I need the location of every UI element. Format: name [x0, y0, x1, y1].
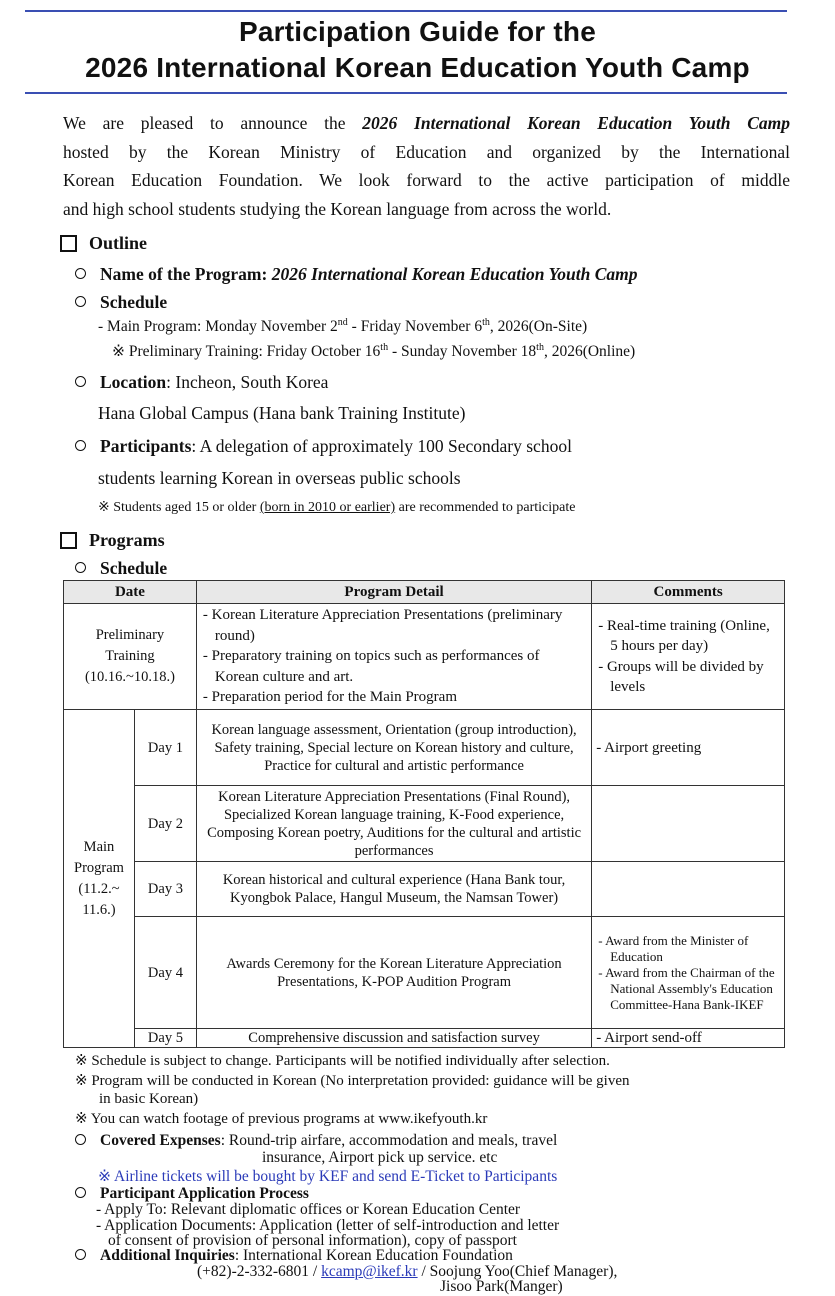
- programs-schedule-item: Schedule: [75, 558, 167, 579]
- table-header-comments: Comments: [592, 581, 785, 604]
- location-item: Location: Incheon, South Korea: [75, 372, 328, 393]
- expenses-item: Covered Expenses: Round-trip airfare, accommodation and meals, travel: [75, 1132, 557, 1150]
- program-name-value: 2026 International Korean Education Youth Camp: [271, 264, 638, 284]
- preliminary-detail-cell: - Korean Literature Appreciation Presentations (preliminary round) - Preparatory training on topics such as performances of Korean culture and art. - Preparation period for the Main Program: [196, 604, 591, 710]
- note-footage: ※ You can watch footage of previous programs at www.ikefyouth.kr: [75, 1111, 488, 1127]
- checkbox-square-icon: [60, 532, 77, 549]
- page-title-line1: Participation Guide for the: [239, 16, 596, 47]
- day-cell: Day 5: [134, 1029, 196, 1048]
- preliminary-comments-cell: - Real-time training (Online, 5 hours per day) - Groups will be divided by levels: [592, 604, 785, 710]
- note-language-cont: in basic Korean): [99, 1091, 199, 1107]
- preliminary-date-cell: Preliminary Training (10.16.~10.18.): [64, 604, 197, 710]
- day5-detail: Comprehensive discussion and satisfaction survey: [196, 1029, 591, 1048]
- day4-comment: - Award from the Minister of Education - Award from the Chairman of the National Assembly's Education Committee-Hana Bank-IKEF: [592, 917, 785, 1029]
- circle-bullet-icon: [75, 562, 86, 573]
- day1-detail: Korean language assessment, Orientation (group introduction), Safety training, Special lecture on Korean history and culture, Practice for cultural and artistic performance: [196, 710, 591, 786]
- page-title-line2: 2026 International Korean Education Youth Camp: [85, 52, 750, 83]
- program-name-item: Name of the Program: 2026 International Korean Education Youth Camp: [75, 264, 638, 285]
- programs-heading: Programs: [60, 530, 165, 551]
- application-documents-line: - Application Documents: Application (letter of self-introduction and letter: [96, 1217, 560, 1234]
- circle-bullet-icon: [75, 440, 86, 451]
- day2-detail: Korean Literature Appreciation Presentations (Final Round), Specialized Korean language training, K-Food experience, Composing Korean poetry, Auditions for the cultural and artistic performances: [196, 786, 591, 862]
- checkbox-square-icon: [60, 235, 77, 252]
- table-row: [64, 862, 785, 917]
- day3-comment: [592, 862, 785, 917]
- table-row: [64, 604, 785, 710]
- circle-bullet-icon: [75, 268, 86, 279]
- age-note: ※ Students aged 15 or older (born in 2010 or earlier) are recommended to participate: [98, 500, 576, 515]
- note-schedule-change: ※ Schedule is subject to change. Participants will be notified individually after selection.: [75, 1053, 610, 1069]
- expenses-line2: insurance, Airport pick up service. etc: [262, 1149, 498, 1166]
- day2-comment: [592, 786, 785, 862]
- intro-line: and high school students studying the Korean language from across the world.: [63, 198, 612, 219]
- participants-item: Participants: A delegation of approximately 100 Secondary school: [75, 436, 572, 457]
- intro-paragraph: [63, 109, 790, 223]
- inquiries-contact: (+82)-2-332-6801 / kcamp@ikef.kr / Soojung Yoo(Chief Manager),: [197, 1263, 618, 1280]
- day-cell: Day 4: [134, 917, 196, 1029]
- intro-text: We are pleased to announce the: [63, 113, 363, 133]
- day-cell: Day 2: [134, 786, 196, 862]
- day1-comment: - Airport greeting: [592, 710, 785, 786]
- apply-to-line: - Apply To: Relevant diplomatic offices or Korean Education Center: [96, 1201, 521, 1218]
- main-program-date-cell: Main Program (11.2.~ 11.6.): [64, 710, 135, 1048]
- airline-ticket-note: ※ Airline tickets will be bought by KEF and send E-Ticket to Participants: [98, 1168, 558, 1185]
- day-cell: Day 3: [134, 862, 196, 917]
- note-language: ※ Program will be conducted in Korean (No interpretation provided: guidance will be given: [75, 1073, 630, 1089]
- circle-bullet-icon: [75, 296, 86, 307]
- intro-program-name: 2026 International Korean Education Youth Camp: [362, 113, 790, 133]
- day3-detail: Korean historical and cultural experience (Hana Bank tour, Kyongbok Palace, Hangul Museum, the Namsan Tower): [196, 862, 591, 917]
- day5-comment: - Airport send-off: [592, 1029, 785, 1048]
- email-link[interactable]: kcamp@ikef.kr: [321, 1263, 418, 1280]
- day-cell: Day 1: [134, 710, 196, 786]
- schedule-table: [63, 580, 785, 1048]
- inquiries-item: Additional Inquiries: International Korean Education Foundation: [75, 1247, 513, 1265]
- phone-number: (+82)-2-332-6801 /: [197, 1263, 322, 1280]
- table-row: [64, 710, 785, 786]
- circle-bullet-icon: [75, 1187, 86, 1198]
- day4-detail: Awards Ceremony for the Korean Literature Appreciation Presentations, K-POP Audition Program: [196, 917, 591, 1029]
- outline-heading: Outline: [60, 233, 147, 254]
- table-row: [64, 1029, 785, 1048]
- table-row: [64, 917, 785, 1029]
- table-row: [64, 786, 785, 862]
- main-program-dates: - Main Program: Monday November 2nd - Friday November 6th, 2026(On-Site): [98, 317, 588, 336]
- application-item: Participant Application Process: [75, 1185, 309, 1203]
- header-bottom-rule: [25, 92, 787, 94]
- participants-line2: students learning Korean in overseas public schools: [98, 468, 461, 488]
- intro-line: hosted by the Korean Ministry of Education and organized by the International: [63, 141, 790, 162]
- inquiries-contact-cont: Jisoo Park(Manger): [440, 1278, 563, 1295]
- circle-bullet-icon: [75, 1134, 86, 1145]
- table-header-date: Date: [64, 581, 197, 604]
- application-documents-cont: of consent of provision of personal information), copy of passport: [108, 1232, 517, 1249]
- preliminary-training-dates: ※ Preliminary Training: Friday October 16th - Sunday November 18th, 2026(Online): [112, 342, 636, 361]
- intro-line: Korean Education Foundation. We look forward to the active participation of middle: [63, 170, 790, 190]
- circle-bullet-icon: [75, 376, 86, 387]
- location-venue: Hana Global Campus (Hana bank Training Institute): [98, 403, 466, 423]
- circle-bullet-icon: [75, 1249, 86, 1260]
- header-top-rule: [25, 10, 787, 12]
- schedule-item: Schedule: [75, 292, 167, 313]
- table-header-detail: Program Detail: [196, 581, 591, 604]
- notes-block: [75, 1052, 775, 1128]
